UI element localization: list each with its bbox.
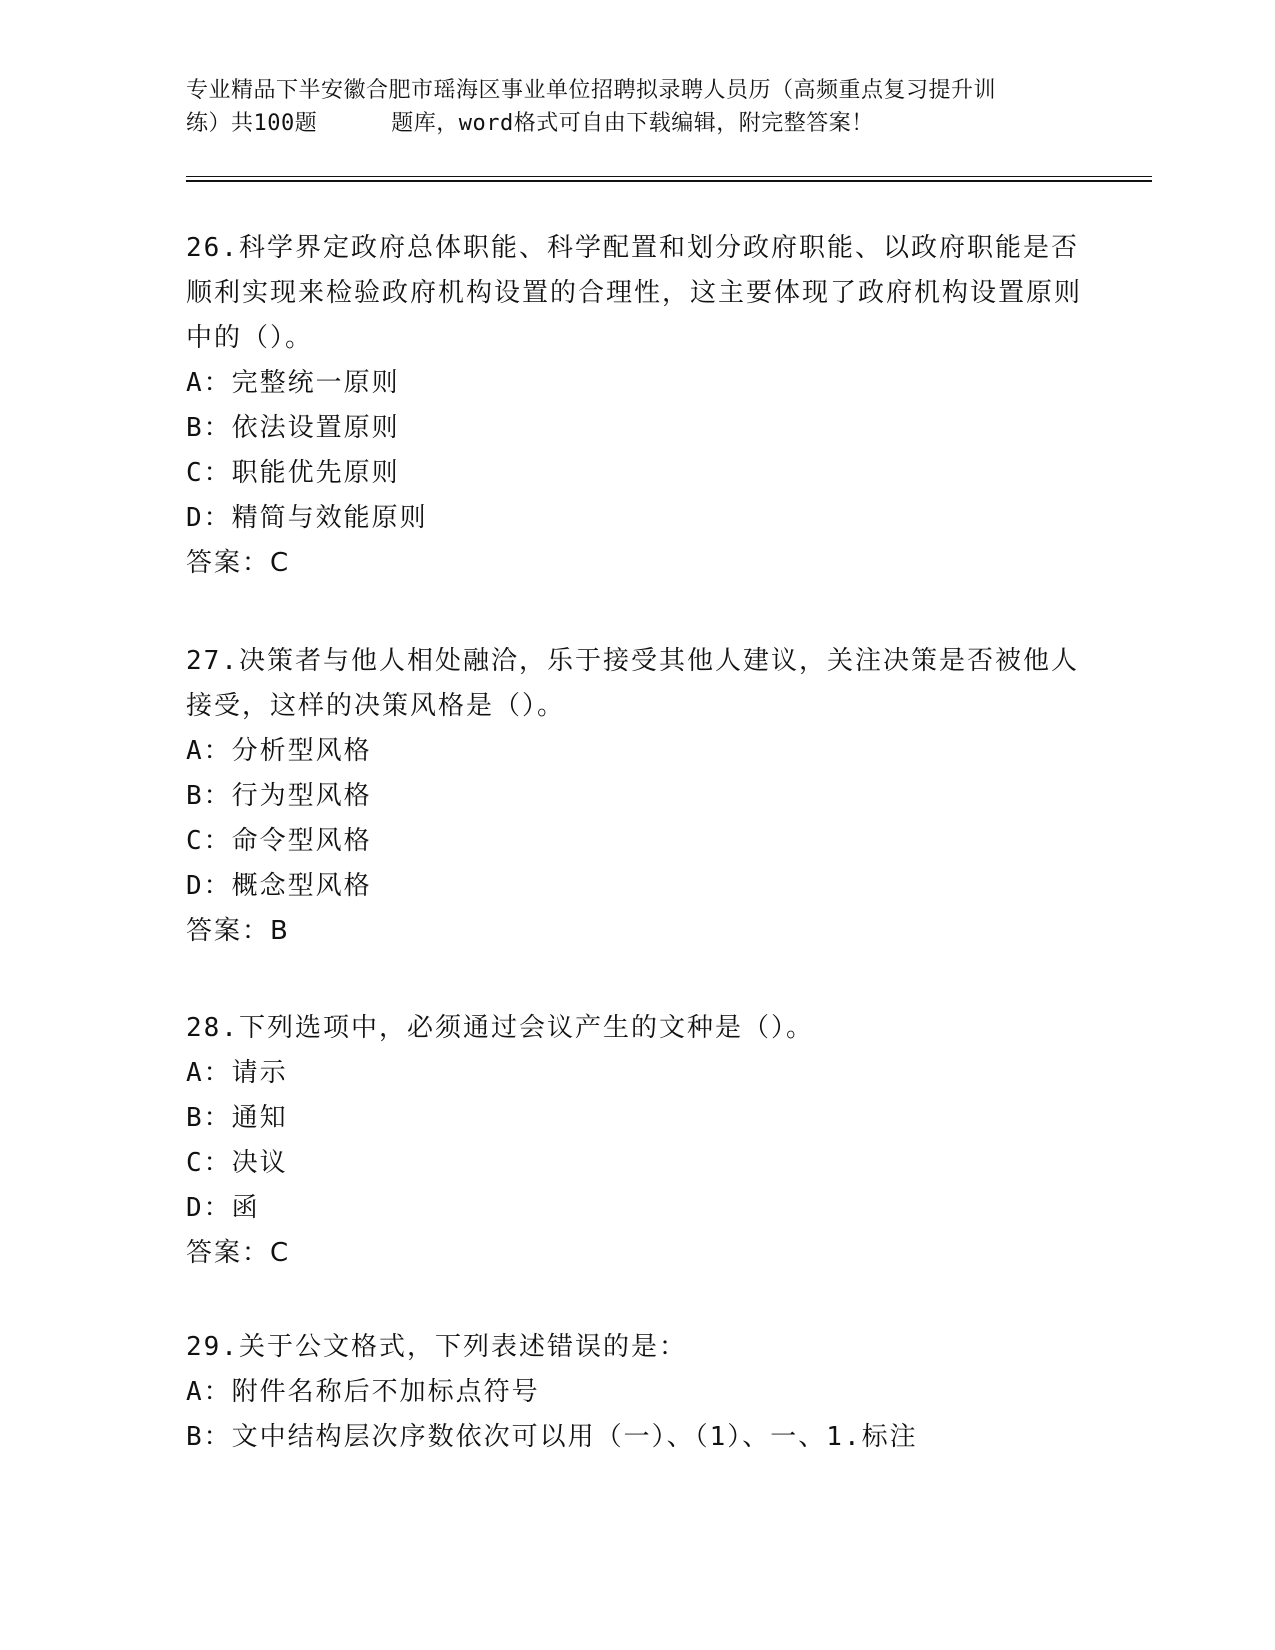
header-line-2-part-2: 题库，word格式可自由下载编辑，附完整答案！ bbox=[391, 111, 874, 136]
option-a: A：请示 bbox=[186, 1058, 288, 1088]
option-a: A：分析型风格 bbox=[186, 736, 372, 766]
header-line-2 bbox=[186, 107, 1086, 140]
option-a: A：完整统一原则 bbox=[186, 368, 400, 398]
question-29 bbox=[186, 1325, 1086, 1460]
option-d: D：概念型风格 bbox=[186, 871, 372, 901]
option-a: A：附件名称后不加标点符号 bbox=[186, 1377, 540, 1407]
option-b: B：文中结构层次序数依次可以用（一）、（1）、一、1.标注 bbox=[186, 1422, 918, 1452]
answer: 答案：C bbox=[186, 548, 291, 578]
option-b: B：依法设置原则 bbox=[186, 413, 400, 443]
question-text: 29.关于公文格式，下列表述错误的是： bbox=[186, 1332, 687, 1362]
option-c: C：职能优先原则 bbox=[186, 458, 400, 488]
question-text: 27.决策者与他人相处融洽，乐于接受其他人建议，关注决策是否被他人接受，这样的决策风格是（）。 bbox=[186, 646, 1079, 721]
question-26 bbox=[186, 226, 1086, 586]
header-divider-thick bbox=[186, 180, 1152, 182]
option-c: C：决议 bbox=[186, 1148, 288, 1178]
document-header bbox=[186, 74, 1086, 140]
option-c: C：命令型风格 bbox=[186, 826, 372, 856]
option-d: D：精简与效能原则 bbox=[186, 503, 428, 533]
question-27 bbox=[186, 639, 1086, 954]
header-line-1: 专业精品下半安徽合肥市瑶海区事业单位招聘拟录聘人员历（高频重点复习提升训 bbox=[186, 78, 997, 103]
option-b: B：行为型风格 bbox=[186, 781, 372, 811]
question-28 bbox=[186, 1006, 1086, 1276]
question-text: 26.科学界定政府总体职能、科学配置和划分政府职能、以政府职能是否顺利实现来检验政府机构设置的合理性，这主要体现了政府机构设置原则中的（）。 bbox=[186, 233, 1083, 353]
answer: 答案：C bbox=[186, 1238, 291, 1268]
option-b: B：通知 bbox=[186, 1103, 288, 1133]
question-text: 28.下列选项中，必须通过会议产生的文种是（）。 bbox=[186, 1013, 814, 1043]
option-d: D：函 bbox=[186, 1193, 260, 1223]
answer: 答案：B bbox=[186, 916, 290, 946]
header-line-2-part-1: 练）共100题 bbox=[186, 111, 318, 136]
header-divider-thin bbox=[186, 176, 1152, 177]
